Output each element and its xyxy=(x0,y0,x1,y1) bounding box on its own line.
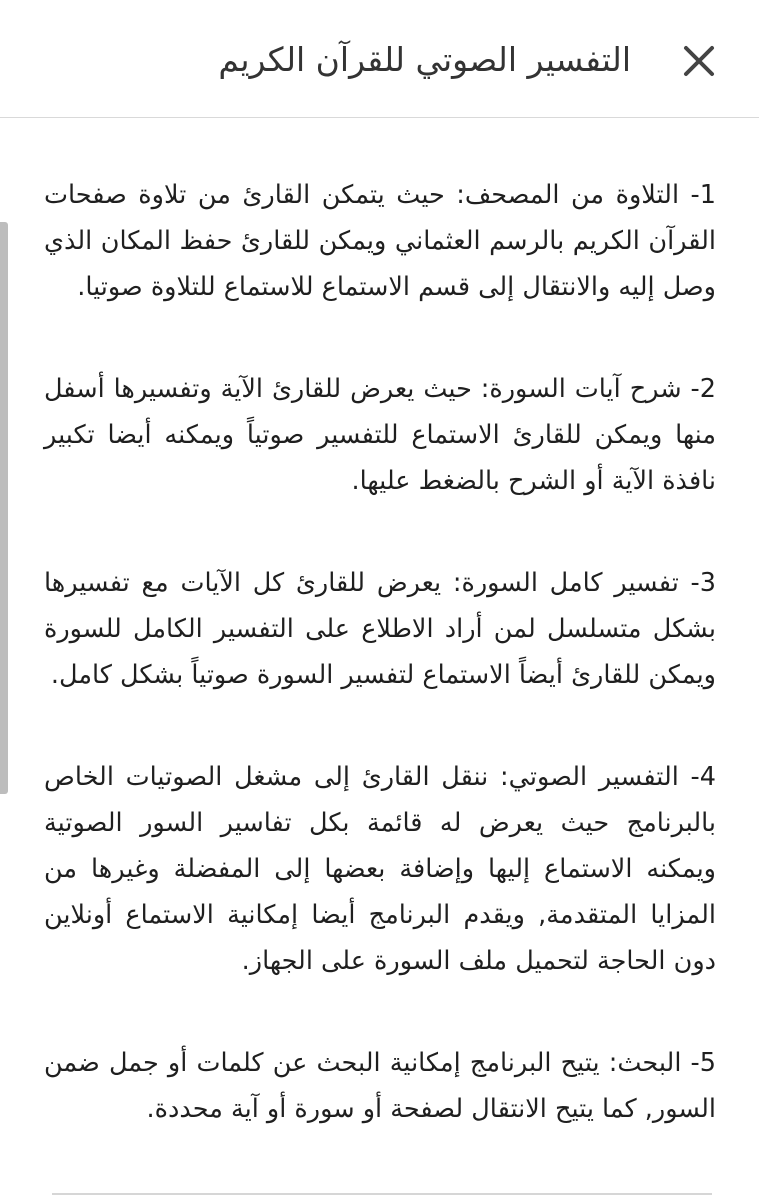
close-icon[interactable] xyxy=(676,38,722,84)
scrollbar-thumb[interactable] xyxy=(0,222,8,794)
feature-paragraph-5: 5- البحث: يتيح البرنامج إمكانية البحث عن كلمات أو جمل ضمن السور, كما يتيح الانتقال لصفحة أو سورة أو آية محددة. xyxy=(44,1048,716,1124)
feature-paragraph-1: 1- التلاوة من المصحف: حيث يتمكن القارئ من تلاوة صفحات القرآن الكريم بالرسم العثماني ويمكن للقارئ حفظ المكان الذي وصل إليه والانتقال إلى قسم الاستماع للاستماع للتلاوة صوتيا. xyxy=(44,180,716,302)
dialog-header xyxy=(0,0,759,118)
feature-paragraph-4: 4- التفسير الصوتي: ننقل القارئ إلى مشغل الصوتيات الخاص بالبرنامج حيث يعرض له قائمة بكل تفاسير السور الصوتية ويمكنه الاستماع إليها وإضافة بعضها إلى المفضلة وغيرها من المزايا المتقدمة, ويقدم البرنامج أيضا إمكانية الاستماع أونلاين دون الحاجة لتحميل ملف السورة على الجهاز. xyxy=(44,762,716,976)
close-button[interactable] xyxy=(676,38,722,84)
feature-paragraph-2: 2- شرح آيات السورة: حيث يعرض للقارئ الآية وتفسيرها أسفل منها ويمكن للقارئ الاستماع للتفسير صوتياً ويمكنه أيضا تكبير نافذة الآية أو الشرح بالضغط عليها. xyxy=(44,374,716,496)
page-title: التفسير الصوتي للقرآن الكريم xyxy=(218,40,631,79)
bottom-divider xyxy=(52,1193,712,1195)
content-body xyxy=(44,172,716,1188)
feature-paragraph-3: 3- تفسير كامل السورة: يعرض للقارئ كل الآيات مع تفسيرها بشكل متسلسل لمن أراد الاطلاع على التفسير الكامل للسورة ويمكن للقارئ أيضاً الاستماع لتفسير السورة صوتياً بشكل كامل. xyxy=(44,568,716,690)
